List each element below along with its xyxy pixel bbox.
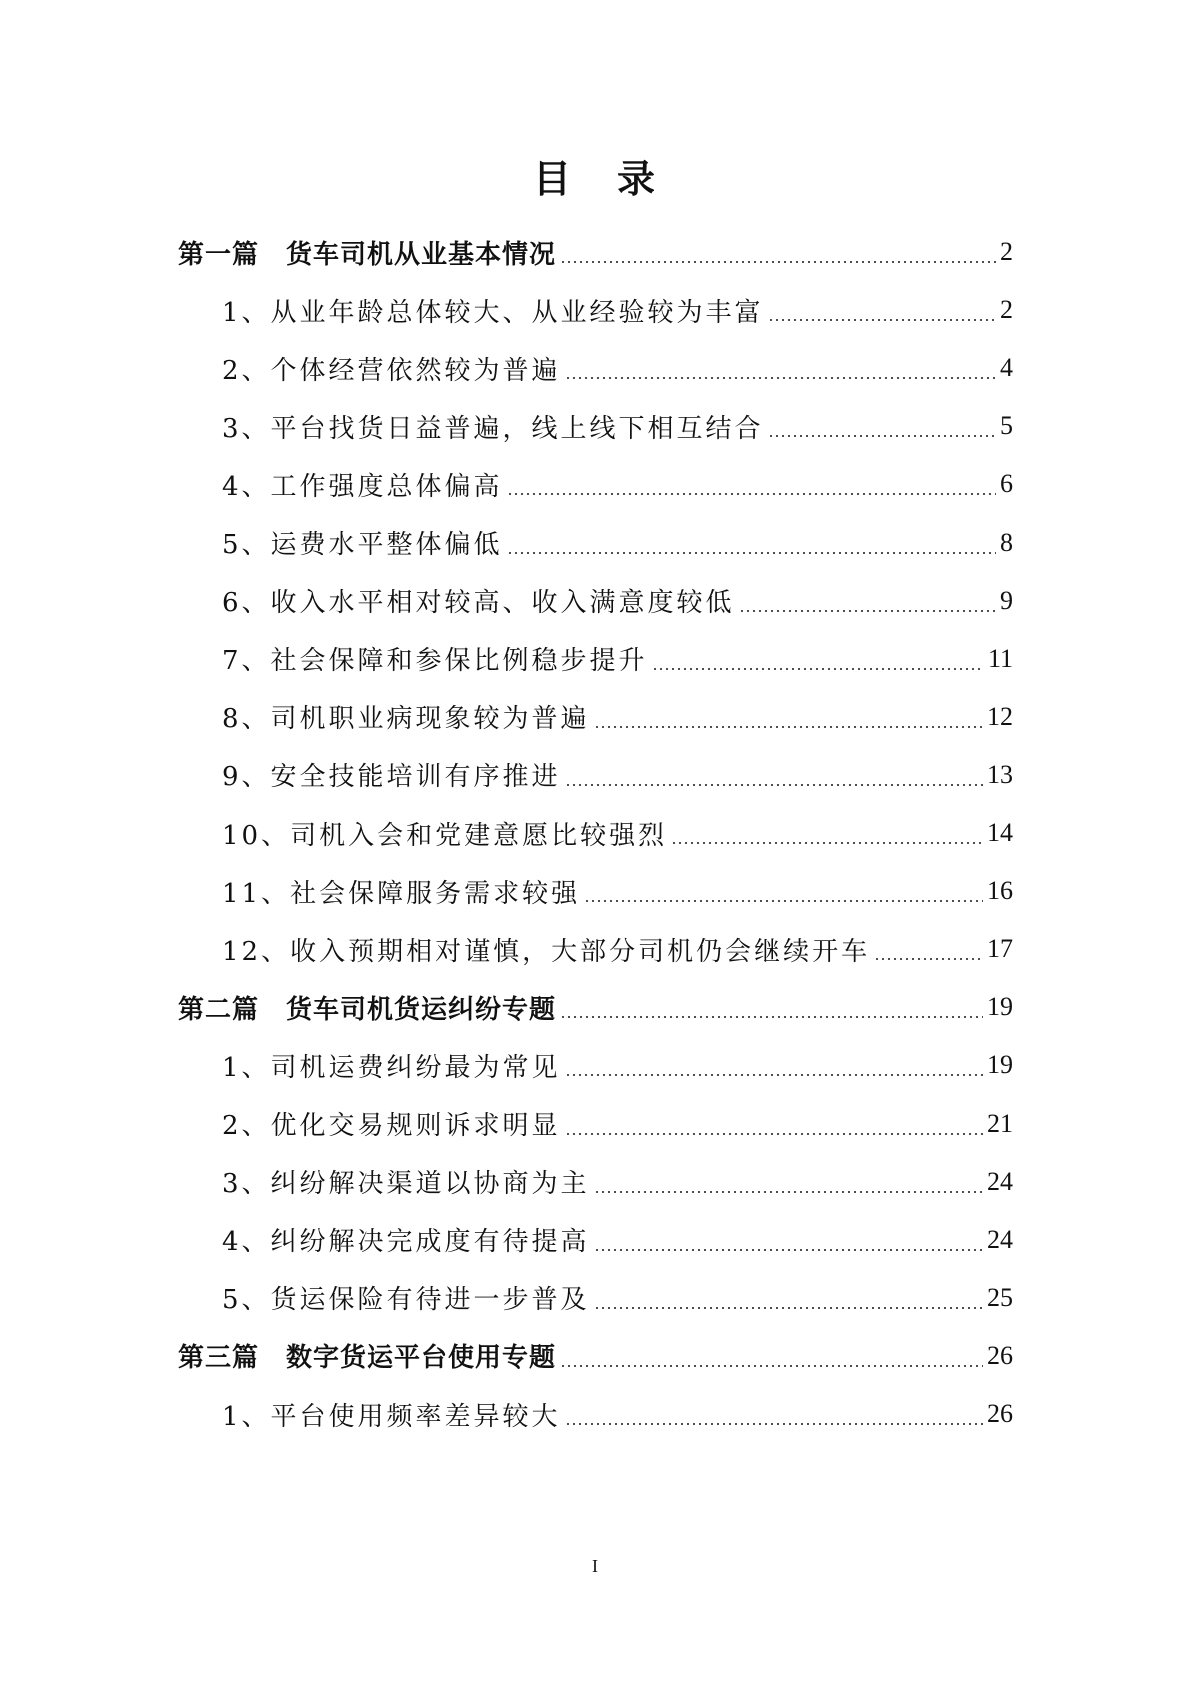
toc-entry[interactable] xyxy=(222,1394,1013,1434)
toc-dot-leader xyxy=(565,1074,983,1076)
toc-entry[interactable] xyxy=(222,697,1013,737)
toc-entry[interactable] xyxy=(222,348,1013,388)
toc-entry[interactable] xyxy=(222,406,1013,446)
toc-entry[interactable] xyxy=(222,290,1013,330)
toc-dot-leader xyxy=(560,1016,983,1018)
toc-entry[interactable] xyxy=(222,464,1013,504)
toc-entry[interactable] xyxy=(222,1162,1013,1202)
toc-entry-label: 10、司机入会和党建意愿比较强烈 xyxy=(222,820,668,851)
toc-entry-label: 1、从业年龄总体较大、从业经验较为丰富 xyxy=(222,297,764,328)
toc-dot-leader xyxy=(768,435,996,437)
toc-entry[interactable] xyxy=(222,1278,1013,1318)
toc-entry-page: 26 xyxy=(987,1399,1013,1428)
toc-dot-leader xyxy=(560,261,996,263)
page-title xyxy=(0,148,1190,203)
toc-entry[interactable] xyxy=(222,523,1013,563)
toc-dot-leader xyxy=(594,1249,983,1251)
toc-entry-label: 11、社会保障服务需求较强 xyxy=(222,878,581,909)
toc-entry-page: 24 xyxy=(987,1224,1013,1254)
toc-entry[interactable] xyxy=(222,639,1013,679)
toc-entry-label: 3、平台找货日益普遍，线上线下相互结合 xyxy=(222,413,764,444)
toc-entry-label: 5、货运保险有待进一步普及 xyxy=(222,1285,590,1316)
toc-part-entry[interactable] xyxy=(178,987,1013,1027)
toc-dot-leader xyxy=(565,377,996,379)
toc-entry-page: 13 xyxy=(987,759,1013,789)
toc-entry-label: 6、收入水平相对较高、收入满意度较低 xyxy=(222,588,735,619)
toc-entry-page: 2 xyxy=(1000,295,1013,325)
toc-entry[interactable] xyxy=(222,813,1013,853)
toc-dot-leader xyxy=(594,1307,983,1309)
toc-dot-leader xyxy=(560,1365,983,1367)
toc-entry-label: 7、社会保障和参保比例稳步提升 xyxy=(222,646,648,677)
toc-entry-label: 5、运费水平整体偏低 xyxy=(222,530,503,560)
toc-entry-label: 1、司机运费纠纷最为常见 xyxy=(222,1052,561,1083)
toc-entry-page: 6 xyxy=(1000,469,1013,499)
toc-entry-page: 19 xyxy=(987,992,1013,1022)
toc-dot-leader xyxy=(768,319,996,321)
toc-dot-leader xyxy=(565,784,983,786)
toc-dot-leader xyxy=(874,958,983,960)
toc-entry-page: 12 xyxy=(987,701,1013,731)
toc-entry-page: 19 xyxy=(987,1050,1013,1080)
toc-entry-page: 16 xyxy=(987,876,1013,906)
toc-dot-leader xyxy=(565,1423,983,1425)
toc-part-entry[interactable] xyxy=(178,1336,1013,1376)
toc-entry-page: 25 xyxy=(987,1282,1013,1312)
toc-entry-label: 第一篇 货车司机从业基本情况 xyxy=(178,239,557,270)
toc-entry-page: 2 xyxy=(1000,237,1013,266)
toc-dot-leader xyxy=(507,493,996,495)
title-char-1: 目 xyxy=(532,156,573,201)
toc-entry-label: 4、纠纷解决完成度有待提高 xyxy=(222,1227,590,1258)
toc-entry[interactable] xyxy=(222,1104,1013,1144)
toc-dot-leader xyxy=(739,610,996,612)
toc-entry-page: 11 xyxy=(987,643,1013,673)
toc-entry[interactable] xyxy=(222,871,1013,911)
toc-entry[interactable] xyxy=(222,755,1013,795)
toc-dot-leader xyxy=(507,552,996,554)
toc-dot-leader xyxy=(584,900,983,902)
toc-entry-page: 9 xyxy=(1000,585,1013,615)
toc-entry-label: 3、纠纷解决渠道以协商为主 xyxy=(222,1169,590,1200)
toc-dot-leader xyxy=(565,1133,983,1135)
toc-entry-label: 4、工作强度总体偏高 xyxy=(222,471,503,502)
toc-entry-label: 9、安全技能培训有序推进 xyxy=(222,762,561,793)
title-char-2: 录 xyxy=(617,156,658,201)
page-number: I xyxy=(592,1556,598,1576)
toc-entry-page: 17 xyxy=(987,934,1013,964)
toc-dot-leader xyxy=(671,842,983,844)
toc-entry-page: 24 xyxy=(987,1166,1013,1196)
toc-entry-page: 26 xyxy=(987,1340,1013,1370)
toc-entry[interactable] xyxy=(222,581,1013,621)
toc-entry-page: 21 xyxy=(987,1108,1013,1138)
toc-entry-label: 8、司机职业病现象较为普遍 xyxy=(222,704,590,735)
toc-dot-leader xyxy=(594,1191,983,1193)
toc-part-entry[interactable] xyxy=(178,232,1013,272)
toc-entry-label: 第三篇 数字货运平台使用专题 xyxy=(178,1343,557,1374)
toc-entry-page: 8 xyxy=(1000,527,1013,557)
toc-entry-page: 4 xyxy=(1000,353,1013,383)
toc-entry-label: 2、个体经营依然较为普遍 xyxy=(222,355,561,386)
toc-entry-page: 14 xyxy=(987,818,1013,847)
toc-entry[interactable] xyxy=(222,1220,1013,1260)
toc-entry-label: 第二篇 货车司机货运纠纷专题 xyxy=(178,994,557,1025)
toc-entry-page: 5 xyxy=(1000,411,1013,441)
toc-dot-leader xyxy=(594,726,983,728)
toc-entry-label: 2、优化交易规则诉求明显 xyxy=(222,1111,561,1141)
toc-dot-leader xyxy=(652,668,984,670)
toc-entry[interactable] xyxy=(222,929,1013,969)
toc-entry-label: 1、平台使用频率差异较大 xyxy=(222,1401,561,1432)
toc-entry[interactable] xyxy=(222,1045,1013,1085)
toc-entry-label: 12、收入预期相对谨慎，大部分司机仍会继续开车 xyxy=(222,936,871,967)
